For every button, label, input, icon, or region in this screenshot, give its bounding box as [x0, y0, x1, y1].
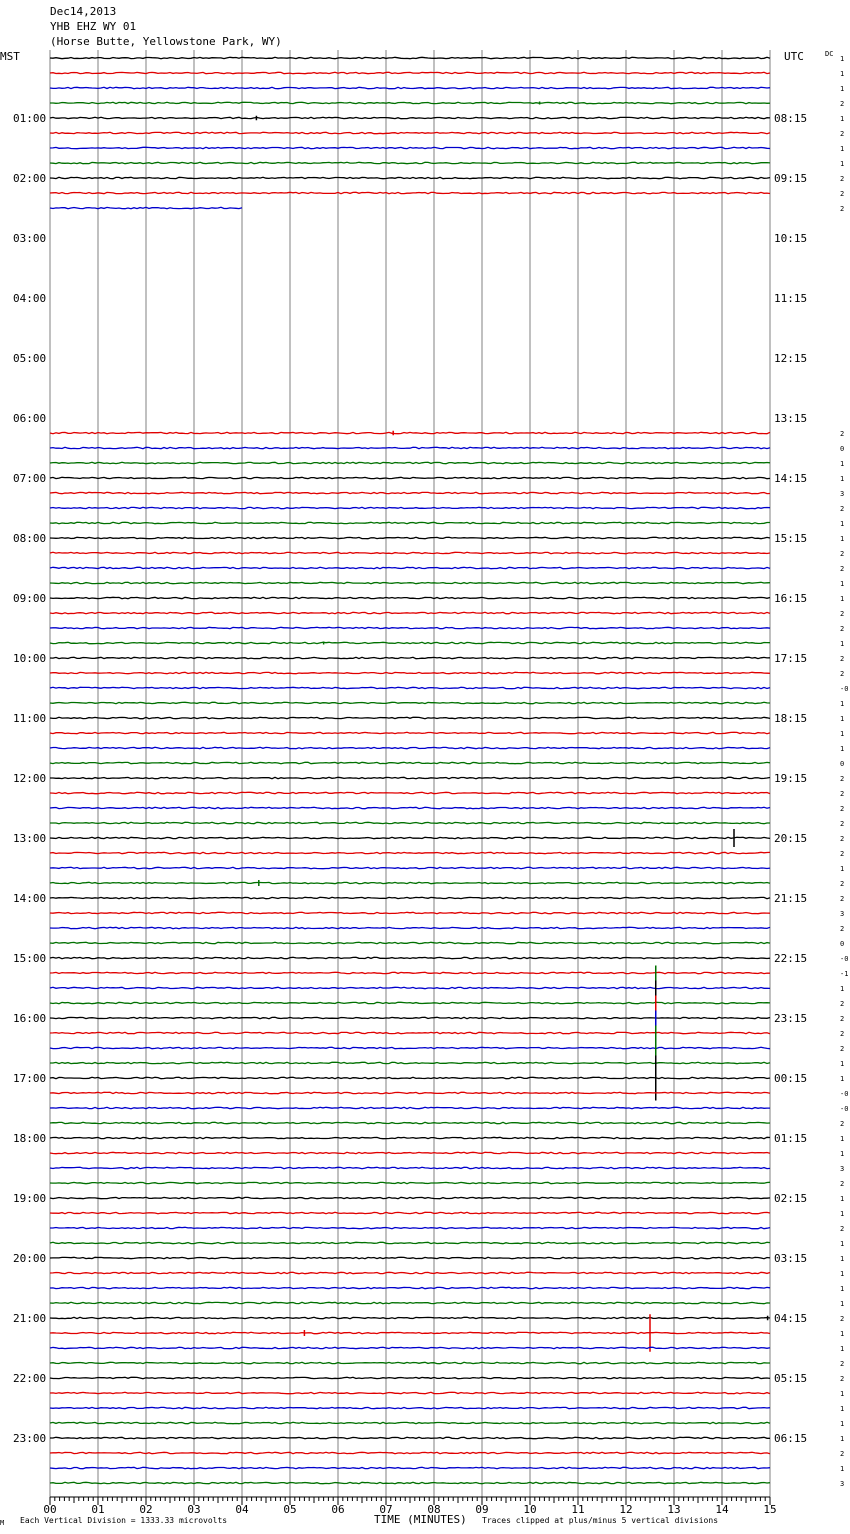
seismic-trace: [50, 1092, 770, 1093]
seismic-trace: [50, 552, 770, 553]
seismic-trace: [50, 612, 770, 613]
dc-offset-value: 1: [840, 1135, 845, 1143]
seismic-trace: [50, 1077, 770, 1078]
mst-hour-label: 19:00: [13, 1192, 47, 1205]
seismic-trace: [50, 1107, 770, 1108]
dc-offset-value: 2: [840, 1360, 845, 1368]
x-tick-label: 08: [427, 1503, 441, 1516]
utc-hour-label: 16:15: [774, 592, 808, 605]
dc-offset-value: 2: [840, 550, 845, 558]
dc-offset-value: 2: [840, 1030, 845, 1038]
seismic-trace: [50, 72, 770, 73]
seismic-trace: [50, 1362, 770, 1363]
utc-hour-label: 09:15: [774, 172, 808, 185]
seismic-trace: [50, 132, 770, 133]
dc-offset-value: 2: [840, 610, 845, 618]
seismic-trace: [50, 1422, 770, 1423]
seismic-trace: [50, 852, 770, 853]
dc-label: DC: [825, 50, 834, 58]
dc-offset-value: 1: [840, 730, 845, 738]
x-tick-label: 05: [283, 1503, 297, 1516]
dc-offset-value: 2: [840, 565, 845, 573]
dc-offset-value: -0: [840, 955, 849, 963]
seismic-trace: [50, 147, 770, 148]
utc-hour-label: 21:15: [774, 892, 808, 905]
x-tick-label: 00: [43, 1503, 57, 1516]
dc-offset-value: 1: [840, 715, 845, 723]
seismic-trace: [50, 672, 770, 673]
dc-offset-value: -0: [840, 1090, 849, 1098]
seismic-trace: [50, 987, 770, 988]
dc-offset-value: 1: [840, 1150, 845, 1158]
seismic-trace: [50, 1482, 770, 1483]
seismic-trace: [50, 1452, 770, 1453]
mst-hour-label: 11:00: [13, 712, 47, 725]
seismic-trace: [50, 927, 770, 928]
station-id: YHB EHZ WY 01: [50, 20, 137, 33]
record-date: Dec14,2013: [50, 5, 117, 18]
mst-hour-label: 18:00: [13, 1132, 47, 1145]
station-location: (Horse Butte, Yellowstone Park, WY): [50, 35, 282, 48]
dc-offset-value: 1: [840, 1405, 845, 1413]
dc-offset-value: 2: [840, 130, 845, 138]
utc-hour-label: 02:15: [774, 1192, 808, 1205]
utc-hour-label: 22:15: [774, 952, 808, 965]
dc-offset-value: 0: [840, 445, 845, 453]
seismic-trace: [50, 1407, 770, 1408]
dc-offset-value: 2: [840, 100, 845, 108]
dc-offset-value: 1: [840, 55, 845, 63]
utc-hour-label: 08:15: [774, 112, 808, 125]
utc-hour-label: 20:15: [774, 832, 808, 845]
seismic-trace: [50, 192, 770, 193]
seismic-trace: [50, 1317, 770, 1318]
x-tick-label: 01: [91, 1503, 105, 1516]
dc-offset-value: 1: [840, 1330, 845, 1338]
dc-offset-value: 2: [840, 1315, 845, 1323]
seismic-trace: [50, 1152, 770, 1153]
trace-layer: [50, 57, 770, 1483]
dc-offset-value: 1: [840, 1255, 845, 1263]
mst-hour-label: 04:00: [13, 292, 47, 305]
seismic-trace: [50, 177, 770, 178]
dc-offset-value: 2: [840, 625, 845, 633]
dc-offset-value: 1: [840, 1060, 845, 1068]
dc-offset-value: 1: [840, 1300, 845, 1308]
utc-hour-label: 00:15: [774, 1072, 808, 1085]
dc-offset-value: 1: [840, 580, 845, 588]
seismic-trace: [50, 912, 770, 913]
utc-hour-label: 17:15: [774, 652, 808, 665]
seismic-trace: [50, 57, 770, 58]
dc-offset-value: 1: [840, 160, 845, 168]
mst-hour-label: 14:00: [13, 892, 47, 905]
x-tick-label: 10: [523, 1503, 537, 1516]
dc-offset-value: 2: [840, 1375, 845, 1383]
dc-offset-value: 1: [840, 595, 845, 603]
seismic-trace: [50, 627, 770, 628]
seismic-trace: [50, 522, 770, 523]
dc-offset-value: 1: [840, 865, 845, 873]
dc-offset-value: 2: [840, 835, 845, 843]
seismic-trace: [50, 702, 770, 703]
seismic-trace: [50, 792, 770, 793]
dc-offset-value: 2: [840, 175, 845, 183]
dc-offset-value: 0: [840, 760, 845, 768]
x-tick-label: 09: [475, 1503, 489, 1516]
seismic-trace: [50, 582, 770, 583]
seismic-trace: [50, 1122, 770, 1123]
mst-hour-label: 17:00: [13, 1072, 47, 1085]
seismic-trace: [50, 1227, 770, 1228]
x-tick-label: 06: [331, 1503, 345, 1516]
mst-hour-label: 09:00: [13, 592, 47, 605]
dc-offset-value: 1: [840, 700, 845, 708]
seismic-trace: [50, 732, 770, 733]
seismic-trace: [50, 1272, 770, 1273]
dc-offset-value: 2: [840, 1450, 845, 1458]
seismic-trace: [50, 87, 770, 88]
clip-note: Traces clipped at plus/minus 5 vertical divisions: [482, 1516, 719, 1525]
mst-hour-label: 01:00: [13, 112, 47, 125]
seismic-trace: [50, 432, 770, 433]
seismic-trace: [50, 762, 770, 763]
dc-offset-value: 1: [840, 1195, 845, 1203]
dc-offset-value: 2: [840, 790, 845, 798]
dc-offset-value: 2: [840, 850, 845, 858]
mst-hour-label: 15:00: [13, 952, 47, 965]
seismic-trace: [50, 1017, 770, 1018]
seismic-trace: [50, 492, 770, 493]
utc-hour-label: 18:15: [774, 712, 808, 725]
mst-hour-label: 21:00: [13, 1312, 47, 1325]
utc-hour-label: 10:15: [774, 232, 808, 245]
division-note: Each Vertical Division = 1333.33 microvolts: [20, 1516, 228, 1525]
seismic-trace: [50, 897, 770, 898]
seismic-trace: [50, 1332, 770, 1333]
dc-offset-value: 2: [840, 880, 845, 888]
dc-offset-value: 2: [840, 895, 845, 903]
dc-offset-value: 2: [840, 655, 845, 663]
seismic-trace: [50, 747, 770, 748]
seismic-trace: [50, 642, 770, 643]
seismic-trace: [50, 447, 770, 448]
dc-offset-value: 2: [840, 190, 845, 198]
dc-offset-value: 1: [840, 1465, 845, 1473]
seismic-trace: [50, 717, 770, 718]
dc-offset-value: -0: [840, 1105, 849, 1113]
utc-hour-label: 11:15: [774, 292, 808, 305]
mst-hour-label: 02:00: [13, 172, 47, 185]
mst-hour-label: 13:00: [13, 832, 47, 845]
dc-offset-value: -1: [840, 970, 849, 978]
utc-hour-label: 01:15: [774, 1132, 808, 1145]
utc-hour-label: 06:15: [774, 1432, 808, 1445]
seismic-trace: [50, 942, 770, 943]
seismic-trace: [50, 1377, 770, 1378]
seismic-trace: [50, 1167, 770, 1168]
dc-offset-value: 1: [840, 1270, 845, 1278]
utc-hour-label: 14:15: [774, 472, 808, 485]
dc-offset-value: 1: [840, 1420, 845, 1428]
seismic-trace: [50, 462, 770, 463]
mst-hour-label: 20:00: [13, 1252, 47, 1265]
dc-offset-value: 3: [840, 1165, 845, 1173]
seismic-trace: [50, 1212, 770, 1213]
seismic-trace: [50, 957, 770, 958]
x-tick-label: 11: [571, 1503, 585, 1516]
dc-offset-value: 1: [840, 1390, 845, 1398]
dc-offset-value: 1: [840, 745, 845, 753]
seismic-trace: [50, 1437, 770, 1438]
x-tick-label: 12: [619, 1503, 633, 1516]
x-tick-label: 03: [187, 1503, 201, 1516]
dc-offset-value: 2: [840, 775, 845, 783]
seismic-trace: [50, 882, 770, 883]
seismic-trace: [50, 102, 770, 103]
dc-offset-value: 2: [840, 505, 845, 513]
dc-offset-value: 2: [840, 1015, 845, 1023]
utc-hour-label: 19:15: [774, 772, 808, 785]
seismic-trace: [50, 687, 770, 688]
seismic-trace: [50, 1467, 770, 1468]
seismic-trace: [50, 1137, 770, 1138]
x-axis-label: TIME (MINUTES): [374, 1513, 467, 1526]
dc-offset-value: 1: [840, 1075, 845, 1083]
seismic-trace: [50, 597, 770, 598]
utc-hour-label: 15:15: [774, 532, 808, 545]
label-layer: [13, 55, 848, 1516]
seismic-trace: [50, 972, 770, 973]
seismic-trace: [50, 1062, 770, 1063]
x-tick-label: 02: [139, 1503, 153, 1516]
dc-offset-value: 2: [840, 205, 845, 213]
seismic-trace: [50, 1242, 770, 1243]
seismic-trace: [50, 162, 770, 163]
seismic-trace: [50, 777, 770, 778]
utc-hour-label: 05:15: [774, 1372, 808, 1385]
dc-offset-value: 2: [840, 1180, 845, 1188]
mst-hour-label: 10:00: [13, 652, 47, 665]
dc-offset-value: 1: [840, 70, 845, 78]
dc-offset-value: 1: [840, 1240, 845, 1248]
utc-hour-label: 23:15: [774, 1012, 808, 1025]
x-tick-label: 04: [235, 1503, 249, 1516]
dc-offset-value: 2: [840, 805, 845, 813]
x-tick-label: 14: [715, 1503, 729, 1516]
utc-hour-label: 04:15: [774, 1312, 808, 1325]
seismic-trace: [50, 822, 770, 823]
utc-hour-label: 13:15: [774, 412, 808, 425]
seismic-trace: [50, 837, 770, 838]
dc-offset-value: 1: [840, 640, 845, 648]
dc-offset-value: 1: [840, 535, 845, 543]
left-zone-label: MST: [0, 50, 20, 63]
seismic-trace: [50, 1257, 770, 1258]
dc-offset-value: 1: [840, 475, 845, 483]
dc-offset-value: 2: [840, 820, 845, 828]
seismic-trace: [50, 807, 770, 808]
mst-hour-label: 16:00: [13, 1012, 47, 1025]
utc-hour-label: 12:15: [774, 352, 808, 365]
mst-hour-label: 06:00: [13, 412, 47, 425]
seismic-trace: [50, 1347, 770, 1348]
seismic-trace: [50, 1302, 770, 1303]
dc-offset-value: 3: [840, 910, 845, 918]
dc-offset-value: 2: [840, 1045, 845, 1053]
dc-offset-value: 1: [840, 1210, 845, 1218]
seismic-trace: [50, 477, 770, 478]
dc-offset-value: 3: [840, 1480, 845, 1488]
seismic-trace: [50, 1047, 770, 1048]
mst-hour-label: 23:00: [13, 1432, 47, 1445]
seismic-trace: [50, 1182, 770, 1183]
mst-hour-label: 03:00: [13, 232, 47, 245]
dc-offset-value: -0: [840, 685, 849, 693]
dc-offset-value: 0: [840, 940, 845, 948]
x-tick-label: 07: [379, 1503, 393, 1516]
dc-offset-value: 2: [840, 430, 845, 438]
seismic-trace: [50, 1002, 770, 1003]
dc-offset-value: 2: [840, 1120, 845, 1128]
dc-offset-value: 3: [840, 490, 845, 498]
dc-offset-value: 1: [840, 145, 845, 153]
seismic-trace: [50, 567, 770, 568]
seismic-trace: [50, 1392, 770, 1393]
seismic-trace: [50, 117, 770, 118]
corner-mark: M: [0, 1519, 5, 1527]
dc-offset-value: 1: [840, 460, 845, 468]
dc-offset-value: 2: [840, 1000, 845, 1008]
seismic-trace: [50, 657, 770, 658]
dc-offset-value: 1: [840, 520, 845, 528]
dc-offset-value: 2: [840, 925, 845, 933]
dc-offset-value: 2: [840, 670, 845, 678]
right-zone-label: UTC: [784, 50, 804, 63]
dc-offset-value: 2: [840, 1225, 845, 1233]
utc-hour-label: 03:15: [774, 1252, 808, 1265]
seismic-trace: [50, 537, 770, 538]
mst-hour-label: 05:00: [13, 352, 47, 365]
dc-offset-value: 1: [840, 1435, 845, 1443]
seismic-trace: [50, 1197, 770, 1198]
x-tick-label: 13: [667, 1503, 681, 1516]
seismic-trace: [50, 507, 770, 508]
seismic-trace: [50, 1032, 770, 1033]
dc-offset-value: 1: [840, 1345, 845, 1353]
mst-hour-label: 12:00: [13, 772, 47, 785]
dc-offset-value: 1: [840, 115, 845, 123]
x-tick-label: 15: [763, 1503, 777, 1516]
seismic-trace: [50, 867, 770, 868]
mst-hour-label: 08:00: [13, 532, 47, 545]
mst-hour-label: 22:00: [13, 1372, 47, 1385]
mst-hour-label: 07:00: [13, 472, 47, 485]
dc-offset-value: 1: [840, 985, 845, 993]
dc-offset-value: 1: [840, 85, 845, 93]
dc-offset-value: 1: [840, 1285, 845, 1293]
seismic-trace: [50, 1287, 770, 1288]
